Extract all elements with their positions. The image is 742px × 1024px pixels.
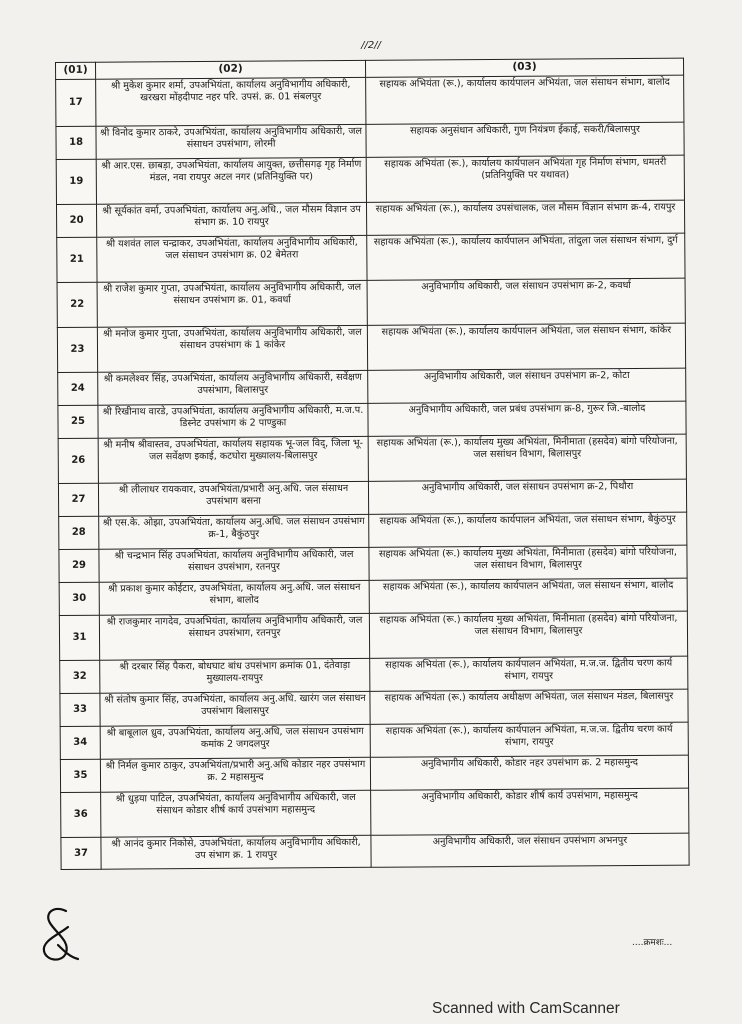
col-header-03: (03): [365, 58, 683, 77]
current-posting-cell: श्री विनोद कुमार ठाकरे, उपअभियंता, कार्यालय अनुविभागीय अधिकारी, जल संसाधन उपसंभाग, लोरमी: [96, 124, 366, 159]
new-posting-cell: सहायक अनुसंधान अधिकारी, गुण नियंत्रण ईकाई, सकरी/बिलासपुर: [366, 122, 684, 157]
row-number: 34: [60, 726, 100, 759]
row-number: 30: [59, 582, 99, 615]
continued-label: ....क्रमशः...: [632, 938, 673, 948]
new-posting-cell: सहायक अभियंता (रू.), कार्यालय कार्यपालन अभियंता गृह निर्माण संभाग, धमतरी (प्रतिनियुक्ति पर यथावत): [366, 155, 684, 202]
table-row: [56, 75, 684, 126]
row-number: 28: [59, 516, 99, 549]
table-row: [57, 323, 685, 372]
table-row: [60, 689, 688, 726]
table-row: [56, 200, 684, 237]
table-row: [58, 401, 686, 438]
current-posting-cell: श्री राजकुमार नागदेव, उपअभियंता, कार्यालय अनुविभागीय अधिकारी, जल संसाधन उपसंभाग, रतनपुर: [99, 613, 369, 660]
row-number: 21: [57, 237, 97, 282]
row-number: 29: [59, 549, 99, 582]
current-posting-cell: श्री लीलाधर रायकवार, उपअभियंता/प्रभारी अनु.अधि. जल संसाधन उपसंभाग बसना: [98, 481, 368, 516]
current-posting-cell: श्री निर्मल कुमार ठाकुर, उपअभियंता/प्रभारी अनु.अधि कोडार नहर उपसंभाग क्र. 2 महासमुन्द: [100, 757, 370, 792]
new-posting-cell: सहायक अभियंता (रू.), कार्यालय कार्यपालन अभियंता, जल संसाधन संभाग, कांकेर: [367, 323, 685, 370]
row-number: 18: [56, 126, 96, 159]
current-posting-cell: श्री दरबार सिंह पैकरा, बोधघाट बांध उपसंभाग क्रमांक 01, दंतेवाड़ा मुख्यालय-रायपुर: [100, 658, 370, 693]
new-posting-cell: अनुविभागीय अधिकारी, जल संसाधन उपसंभाग क्र-2, कवर्धा: [367, 278, 685, 325]
new-posting-cell: सहायक अभियंता (रू.) कार्यालय मुख्य अभियंता, मिनीमाता (हसदेव) बांगो परियोजना, जल संसाधन विभाग, बिलासपुर: [369, 545, 687, 580]
col-header-02: (02): [96, 60, 366, 79]
table-row: [58, 368, 686, 405]
table-row: [61, 833, 689, 869]
table-row: [59, 611, 687, 660]
row-number: 26: [58, 438, 98, 483]
signature-mark: [36, 905, 80, 965]
current-posting-cell: श्री आनंद कुमार निकोसे, उपअभियंता, कार्यालय अनुविभागीय अधिकारी, उप संभाग क्र. 1 रायपुर: [101, 835, 371, 869]
row-number: 33: [60, 693, 100, 726]
new-posting-cell: सहायक अभियंता (रू.) कार्यालय मुख्य अभियंता, मिनीमाता (हसदेव) बांगो परियोजना, जल संसाधन विभाग, बिलासपुर: [369, 611, 687, 658]
new-posting-cell: सहायक अभियंता (रू.), कार्यालय मुख्य अभियंता, मिनीमाता (हसदेव) बांगो परियोजना, जल ससांधन विभाग, बिलासपुर: [368, 434, 686, 481]
table-row: [59, 512, 687, 549]
table-row: [60, 656, 688, 693]
row-number: 37: [61, 837, 101, 869]
table-row: [59, 578, 687, 615]
current-posting-cell: श्री रिखीनाथ वारडे, उपअभियंता, कार्यालय अनुविभागीय अधिकारी, म.ज.प. डिस्नेट उपसंभाग कं 2 पाण्डुका: [98, 403, 368, 438]
row-number: 35: [60, 759, 100, 792]
new-posting-cell: सहायक अभियंता (रू.), कार्यालय कार्यपालन अभियंता, जल संसाधन संभाग, बालोद: [366, 75, 684, 124]
new-posting-cell: अनुविभागीय अधिकारी, जल संसाधन उपसंभाग क्र-2, कोटा: [368, 368, 686, 403]
row-number: 25: [58, 405, 98, 438]
row-number: 32: [60, 660, 100, 693]
row-number: 19: [56, 159, 96, 204]
row-number: 27: [58, 483, 98, 516]
table-row: [58, 434, 686, 483]
new-posting-cell: सहायक अभियंता (रू.), कार्यालय उपसंचालक, जल मौसम विज्ञान संभाग क्र-4, रायपुर: [366, 200, 684, 235]
current-posting-cell: श्री मुकेश कुमार शर्मा, उपअभियंता, कार्यालय अनुविभागीय अधिकारी, खरखरा मोंहदीपाट नहर परि. उपसं. क्र. 01 संबलपुर: [96, 77, 366, 126]
current-posting-cell: श्री कमलेश्वर सिंह, उपअभियंता, कार्यालय अनुविभागीय अधिकारी, सर्वेक्षण उपसंभाग, बिलासपुर: [98, 370, 368, 405]
row-number: 36: [61, 792, 101, 837]
new-posting-cell: अनुविभागीय अधिकारी, कोडार नहर उपसंभाग क्र. 2 महासमुन्द: [370, 755, 688, 790]
current-posting-cell: श्री आर.एस. छाबड़ा, उपअभियंता, कार्यालय आयुक्त, छत्तीसगढ़ गृह निर्माण मंडल, नवा रायपुर अटल नगर (प्रतिनियुक्ति पर): [96, 157, 366, 204]
new-posting-cell: सहायक अभियंता (रू.), कार्यालय कार्यपालन अभियंता, म.ज.ज. द्वितीय चरण कार्य संभाग, रायपुर: [370, 656, 688, 691]
table-row: [60, 755, 688, 792]
current-posting-cell: श्री प्रकाश कुमार कोईटार, उपअभियंता, कार्यालय अनु.अधि. जल संसाधन संभाग, बालोद: [99, 580, 369, 615]
new-posting-cell: अनुविभागीय अधिकारी, कोडार शीर्ष कार्य उपसंभाग, महासमुन्द: [371, 788, 689, 835]
table-row: [61, 788, 689, 837]
current-posting-cell: श्री सूर्यकांत वर्मा, उपअभियंता, कार्यालय अनु.अधि., जल मौसम विज्ञान उप संभाग क्र. 10 रायपुर: [96, 202, 366, 237]
row-number: 31: [59, 615, 99, 660]
table-row: [57, 233, 685, 282]
table-row: [59, 545, 687, 582]
transfer-table: [55, 58, 690, 870]
current-posting-cell: श्री मनोज कुमार गुप्ता, उपअभियंता, कार्यालय अनुविभागीय अधिकारी, जल संसाधन उपसंभाग कं 1 कांकेर: [97, 325, 367, 372]
row-number: 17: [56, 79, 96, 126]
row-number: 24: [58, 372, 98, 405]
current-posting-cell: श्री राजेश कुमार गुप्ता, उपअभियंता, कार्यालय अनुविभागीय अधिकारी, जल संसाधन उपसंभाग क्र. 01, कवर्धा: [97, 280, 367, 327]
table-row: [58, 479, 686, 516]
table-row: [60, 722, 688, 759]
current-posting-cell: श्री धुड़या पाटिल, उपअभियंता, कार्यालय अनुविभागीय अधिकारी, जल संसाधन कोडार शीर्ष कार्य उपसंभाग महासमुन्द: [101, 790, 371, 837]
current-posting-cell: श्री संतोष कुमार सिंह, उपअभियंता, कार्यालय अनु.अधि. खारंग जल संसाधन उपसंभाग बिलासपुर: [100, 691, 370, 726]
current-posting-cell: श्री बाबूलाल ध्रुव, उपअभियंता, कार्यालय अनु.अधि, जल संसाधन उपसंभाग कमांक 2 जगदलपुर: [100, 724, 370, 759]
new-posting-cell: अनुविभागीय अधिकारी, जल संसाधन उपसंभाग अभनपुर: [371, 833, 689, 867]
current-posting-cell: श्री यशवंत लाल चन्द्राकर, उपअभियंता, कार्यालय अनुविभागीय अधिकारी, जल संसाधन उपसंभाग क्र. 02 बेमेतरा: [97, 235, 367, 282]
table-row: [56, 155, 684, 204]
row-number: 23: [57, 327, 97, 372]
new-posting-cell: सहायक अभियंता (रू.), कार्यालय कार्यपालन अभियंता, जल संसाधन संभाग, बैकुंठपुर: [369, 512, 687, 547]
table-row: [57, 278, 685, 327]
scanner-watermark: Scanned with CamScanner: [432, 1000, 620, 1017]
table-row: [56, 122, 684, 159]
new-posting-cell: सहायक अभियंता (रू.) कार्यालय अधीक्षण अभियंता, जल संसाधन मंडल, बिलासपुर: [370, 689, 688, 724]
new-posting-cell: अनुविभागीय अधिकारी, जल प्रबंध उपसंभाग क्र-8, गुरूर जि.-बालोद: [368, 401, 686, 436]
current-posting-cell: श्री एस.के. ओझा, उपअभियंता, कार्यालय अनु.अधि. जल संसाधन उपसंभाग क्र-1, बैकुंठपुर: [99, 514, 369, 549]
new-posting-cell: सहायक अभियंता (रू.), कार्यालय कार्यपालन अभियंता, म.ज.ज. द्वितीय चरण कार्य संभाग, रायपुर: [370, 722, 688, 757]
row-number: 20: [56, 204, 96, 237]
current-posting-cell: श्री मनीष श्रीवास्तव, उपअभियंता, कार्यालय सहायक भू-जल विद्, जिला भू-जल सर्वेक्षण इकाई, कटघोरा मुख्यालय-बिलासपुर: [98, 436, 368, 483]
current-posting-cell: श्री चन्द्रभान सिंह उपअभियंता, कार्यालय अनुविभागीय अधिकारी, जल संसाधन उपसंभाग, रतनपुर: [99, 547, 369, 582]
row-number: 22: [57, 282, 97, 327]
page-number: //2//: [361, 40, 381, 51]
new-posting-cell: सहायक अभियंता (रू.), कार्यालय कार्यपालन अभियंता, तांदुला जल संसाधन संभाग, दुर्ग: [367, 233, 685, 280]
new-posting-cell: अनुविभागीय अधिकारी, जल संसाधन उपसंभाग क्र-2, पिथौरा: [368, 479, 686, 514]
new-posting-cell: सहायक अभियंता (रू.), कार्यालय कार्यपालन अभियंता, जल संसाधन संभाग, बालोद: [369, 578, 687, 613]
col-header-01: (01): [56, 62, 96, 79]
